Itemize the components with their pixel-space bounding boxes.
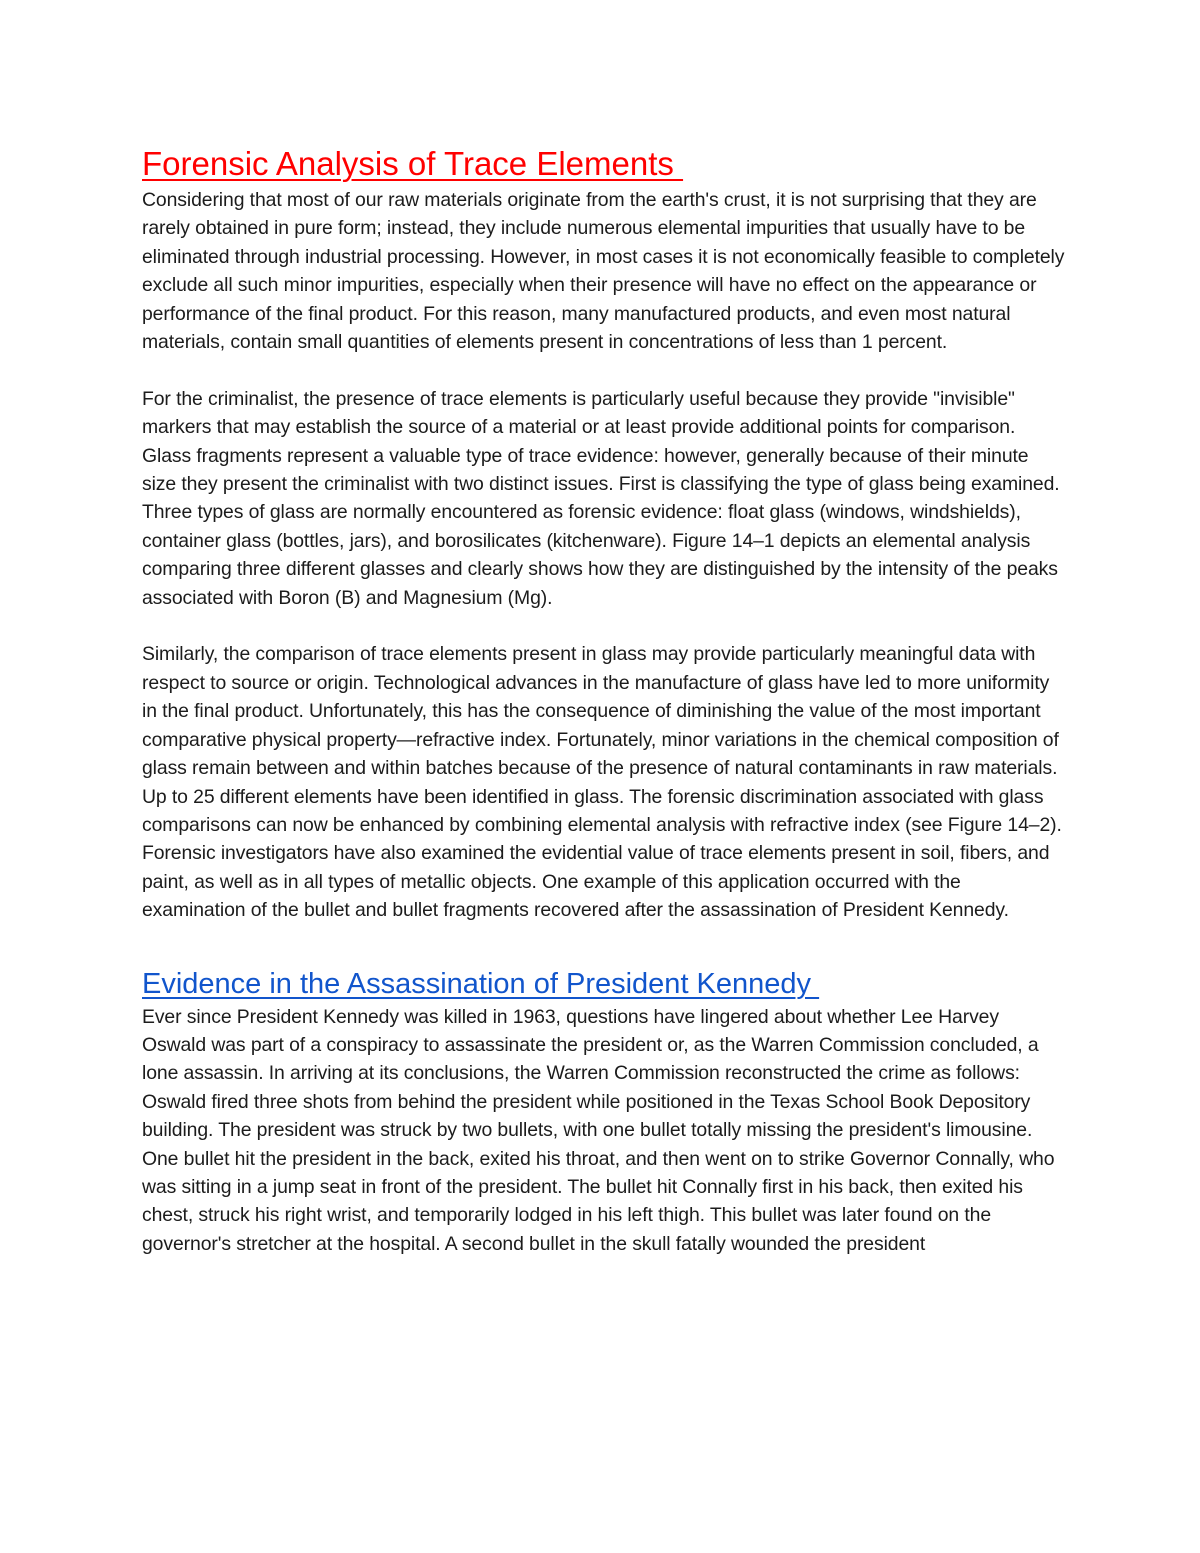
section-spacer [142, 925, 1067, 965]
document-page [142, 142, 1067, 1258]
paragraph: Similarly, the comparison of trace elements present in glass may provide particularly meaningful data with respect to source or origin. Technological advances in the manufacture of glass have led to more uniformity in the final product. Unfortunately, this has the consequence of diminishing the value of the most important comparative physical property—refractive index. Fortunately, minor variations in the chemical composition of glass remain between and within batches because of the presence of natural contaminants in raw materials. Up to 25 different elements have been identified in glass. The forensic discrimination associated with glass comparisons can now be enhanced by combining elemental analysis with refractive index (see Figure 14–2). Forensic investigators have also examined the evidential value of trace elements present in soil, fibers, and paint, as well as in all types of metallic objects. One example of this application occurred with the examination of the bullet and bullet fragments recovered after the assassination of President Kennedy. [142, 643, 1062, 922]
paragraph-spacer [142, 612, 1067, 640]
section-heading-trace-elements: Forensic Analysis of Trace Elements [142, 145, 684, 182]
paragraph: Considering that most of our raw materials originate from the earth's crust, it is not surprising that they are rarely obtained in pure form; instead, they include numerous elemental impurities that usually have to be eliminated through industrial processing. However, in most cases it is not economically feasible to completely exclude all such minor impurities, especially when their presence will have no effect on the appearance or performance of the final product. For this reason, many manufactured products, and even most natural materials, contain small quantities of elements present in concentrations of less than 1 percent. [142, 189, 1065, 354]
paragraph-spacer [142, 356, 1067, 384]
paragraph: For the criminalist, the presence of trace elements is particularly useful because they provide "invisible" markers that may establish the source of a material or at least provide additional points for comparison. Glass fragments represent a valuable type of trace evidence: however, generally because of their minute size they present the criminalist with two distinct issues. First is classifying the type of glass being examined. Three types of glass are normally encountered as forensic evidence: float glass (windows, windshields), container glass (bottles, jars), and borosilicates (kitchenware). Figure 14–1 depicts an elemental analysis comparing three different glasses and clearly shows how they are distinguished by the intensity of the peaks associated with Boron (B) and Magnesium (Mg). [142, 387, 1060, 609]
section-heading-kennedy-evidence: Evidence in the Assassination of President Kennedy [142, 967, 820, 1000]
paragraph: Ever since President Kennedy was killed in 1963, questions have lingered about whether Lee Harvey Oswald was part of a conspiracy to assassinate the president or, as the Warren Commission concluded, a lone assassin. In arriving at its conclusions, the Warren Commission reconstructed the crime as follows: Oswald fired three shots from behind the president while positioned in the Texas School Book Depository building. The president was struck by two bullets, with one bullet totally missing the president's limousine. One bullet hit the president in the back, exited his throat, and then went on to strike Governor Connally, who was sitting in a jump seat in front of the president. The bullet hit Connally first in his back, then exited his chest, struck his right wrist, and temporarily lodged in his left thigh. This bullet was later found on the governor's stretcher at the hospital. A second bullet in the skull fatally wounded the president [142, 1005, 1055, 1255]
